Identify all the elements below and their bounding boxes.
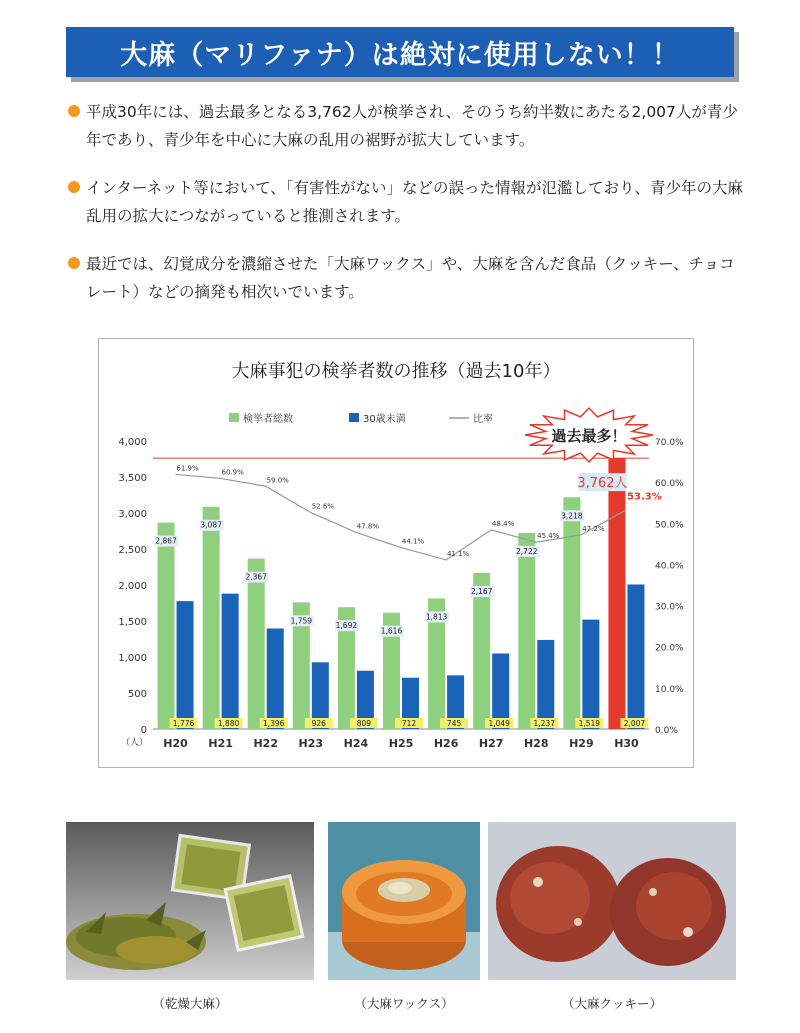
bar-total — [608, 458, 625, 729]
y2-tick-label: 60.0% — [655, 479, 684, 490]
total-value-label: 2,722 — [516, 547, 538, 557]
bullet-item — [68, 174, 748, 230]
y2-tick-label: 10.0% — [655, 684, 684, 695]
photo-caption: （大麻ワックス） — [354, 996, 454, 1011]
y2-tick-label: 70.0% — [655, 438, 684, 448]
callout-text: 過去最多！ — [551, 427, 627, 445]
cannabis-cookie-icon — [488, 822, 736, 980]
photo-cannabis-cookie — [488, 822, 736, 980]
legend-label: 検挙者総数 — [243, 414, 293, 425]
y-axis-unit: （人） — [121, 738, 149, 748]
under30-value-label: 712 — [401, 719, 417, 728]
total-value-label: 2,167 — [470, 586, 493, 596]
ratio-value-label: 61.9% — [176, 464, 199, 473]
ratio-value-label: 52.6% — [311, 502, 334, 511]
under30-value-label: 1,396 — [262, 719, 285, 728]
x-tick-label: H23 — [298, 737, 324, 750]
ratio-value-label: 53.3% — [627, 491, 662, 503]
under30-value-label: 1,776 — [172, 719, 195, 728]
ratio-value-label: 59.0% — [266, 476, 289, 485]
x-tick-label: H30 — [614, 737, 639, 750]
total-value-label: 1,759 — [290, 616, 313, 626]
bar-total — [563, 497, 580, 729]
ratio-value-label: 41.1% — [446, 549, 470, 558]
legend-label: 30歳未満 — [363, 414, 406, 425]
under30-value-label: 1,049 — [488, 719, 510, 728]
under30-value-label: 926 — [311, 719, 326, 728]
y-tick-label: 2,500 — [118, 545, 147, 556]
under30-value-label: 2,007 — [623, 719, 646, 728]
total-value-label: 1,616 — [380, 626, 403, 636]
bar-under30 — [492, 653, 509, 729]
y-tick-label: 1,500 — [118, 617, 147, 628]
under30-value-label: 809 — [356, 719, 372, 728]
total-value-label: 2,867 — [155, 536, 177, 546]
photo-caption: （大麻クッキー） — [561, 996, 662, 1011]
x-tick-label: H25 — [388, 737, 414, 750]
y2-tick-label: 0.0% — [655, 726, 678, 736]
bullet-list — [68, 98, 748, 326]
y2-tick-label: 30.0% — [655, 602, 684, 613]
ratio-value-label: 47.2% — [582, 524, 605, 533]
x-tick-label: H20 — [163, 737, 188, 750]
bullet-item — [68, 250, 748, 306]
total-value-label: 1,692 — [335, 621, 358, 631]
bullet-text: 平成30年には、過去最多となる3,762人が検挙され、そのうち約半数にあたる2,007人が青少年であり、青少年を中心に大麻の乱用の裾野が拡大しています。 — [86, 103, 738, 149]
bullet-text: インターネット等において、「有害性がない」などの誤った情報が氾濫しており、青少年の大麻乱用の拡大につながっていると推測されます。 — [86, 179, 744, 225]
x-tick-label: H21 — [208, 737, 233, 750]
bar-under30 — [222, 594, 239, 729]
bar-under30 — [267, 628, 284, 729]
legend-label: 比率 — [473, 414, 493, 425]
bar-under30 — [177, 601, 194, 729]
y-tick-label: 500 — [127, 689, 147, 700]
bullet-dot-icon — [68, 105, 80, 117]
bar-under30 — [537, 640, 554, 729]
x-tick-label: H22 — [253, 737, 278, 750]
y-tick-label: 2,000 — [118, 581, 147, 592]
bar-under30 — [582, 620, 599, 729]
total-value-label: 3,087 — [200, 520, 222, 530]
under30-value-label: 1,237 — [533, 719, 556, 728]
total-value-label: 2,367 — [245, 572, 267, 582]
x-tick-label: H29 — [569, 737, 594, 750]
y-tick-label: 1,000 — [118, 653, 147, 664]
bullet-dot-icon — [68, 181, 80, 193]
bar-total — [518, 533, 535, 729]
arrest-chart — [98, 338, 694, 768]
photo-caption: （乾燥大麻） — [152, 996, 228, 1011]
chart-title: 大麻事犯の検挙者数の推移（過去10年） — [231, 361, 561, 382]
x-tick-label: H28 — [524, 737, 549, 750]
bar-total — [248, 559, 265, 729]
photo-cannabis-wax — [328, 822, 480, 980]
ratio-value-label: 47.8% — [356, 522, 380, 531]
bullet-item — [68, 98, 748, 154]
ratio-value-label: 44.1% — [401, 537, 425, 546]
ratio-line — [176, 474, 627, 560]
under30-value-label: 745 — [446, 719, 462, 728]
bar-total — [203, 507, 220, 729]
record-total-label: 3,762人 — [577, 476, 628, 492]
x-tick-label: H24 — [343, 737, 369, 750]
bullet-dot-icon — [68, 257, 80, 269]
legend-swatch — [349, 413, 359, 422]
total-value-label: 3,218 — [561, 511, 583, 521]
photo-dried-cannabis — [66, 822, 314, 980]
title-banner — [66, 27, 734, 77]
y-tick-label: 3,000 — [118, 509, 147, 520]
dried-cannabis-icon — [66, 822, 314, 980]
chart-canvas — [99, 339, 693, 767]
bullet-text: 最近では、幻覚成分を濃縮させた「大麻ワックス」や、大麻を含んだ食品（クッキー、チョコレート）などの摘発も相次いでいます。 — [86, 255, 735, 301]
y2-tick-label: 20.0% — [655, 643, 684, 654]
page-title: 大麻（マリファナ）は絶対に使用しない！！ — [120, 39, 680, 71]
legend-swatch — [229, 413, 239, 422]
y2-tick-label: 40.0% — [655, 561, 684, 572]
total-value-label: 1,813 — [425, 612, 448, 622]
y-tick-label: 0 — [140, 725, 147, 736]
y-tick-label: 4,000 — [118, 437, 147, 448]
ratio-value-label: 45.4% — [537, 532, 560, 541]
bar-total — [158, 523, 175, 729]
bar-under30 — [627, 584, 644, 729]
y2-tick-label: 50.0% — [655, 520, 684, 531]
cannabis-wax-icon — [328, 822, 480, 980]
y-tick-label: 3,500 — [118, 473, 147, 484]
ratio-value-label: 60.9% — [221, 468, 244, 477]
x-tick-label: H27 — [478, 737, 504, 750]
under30-value-label: 1,519 — [578, 719, 601, 728]
under30-value-label: 1,880 — [217, 719, 240, 728]
x-tick-label: H26 — [433, 737, 459, 750]
ratio-value-label: 48.4% — [492, 519, 515, 528]
